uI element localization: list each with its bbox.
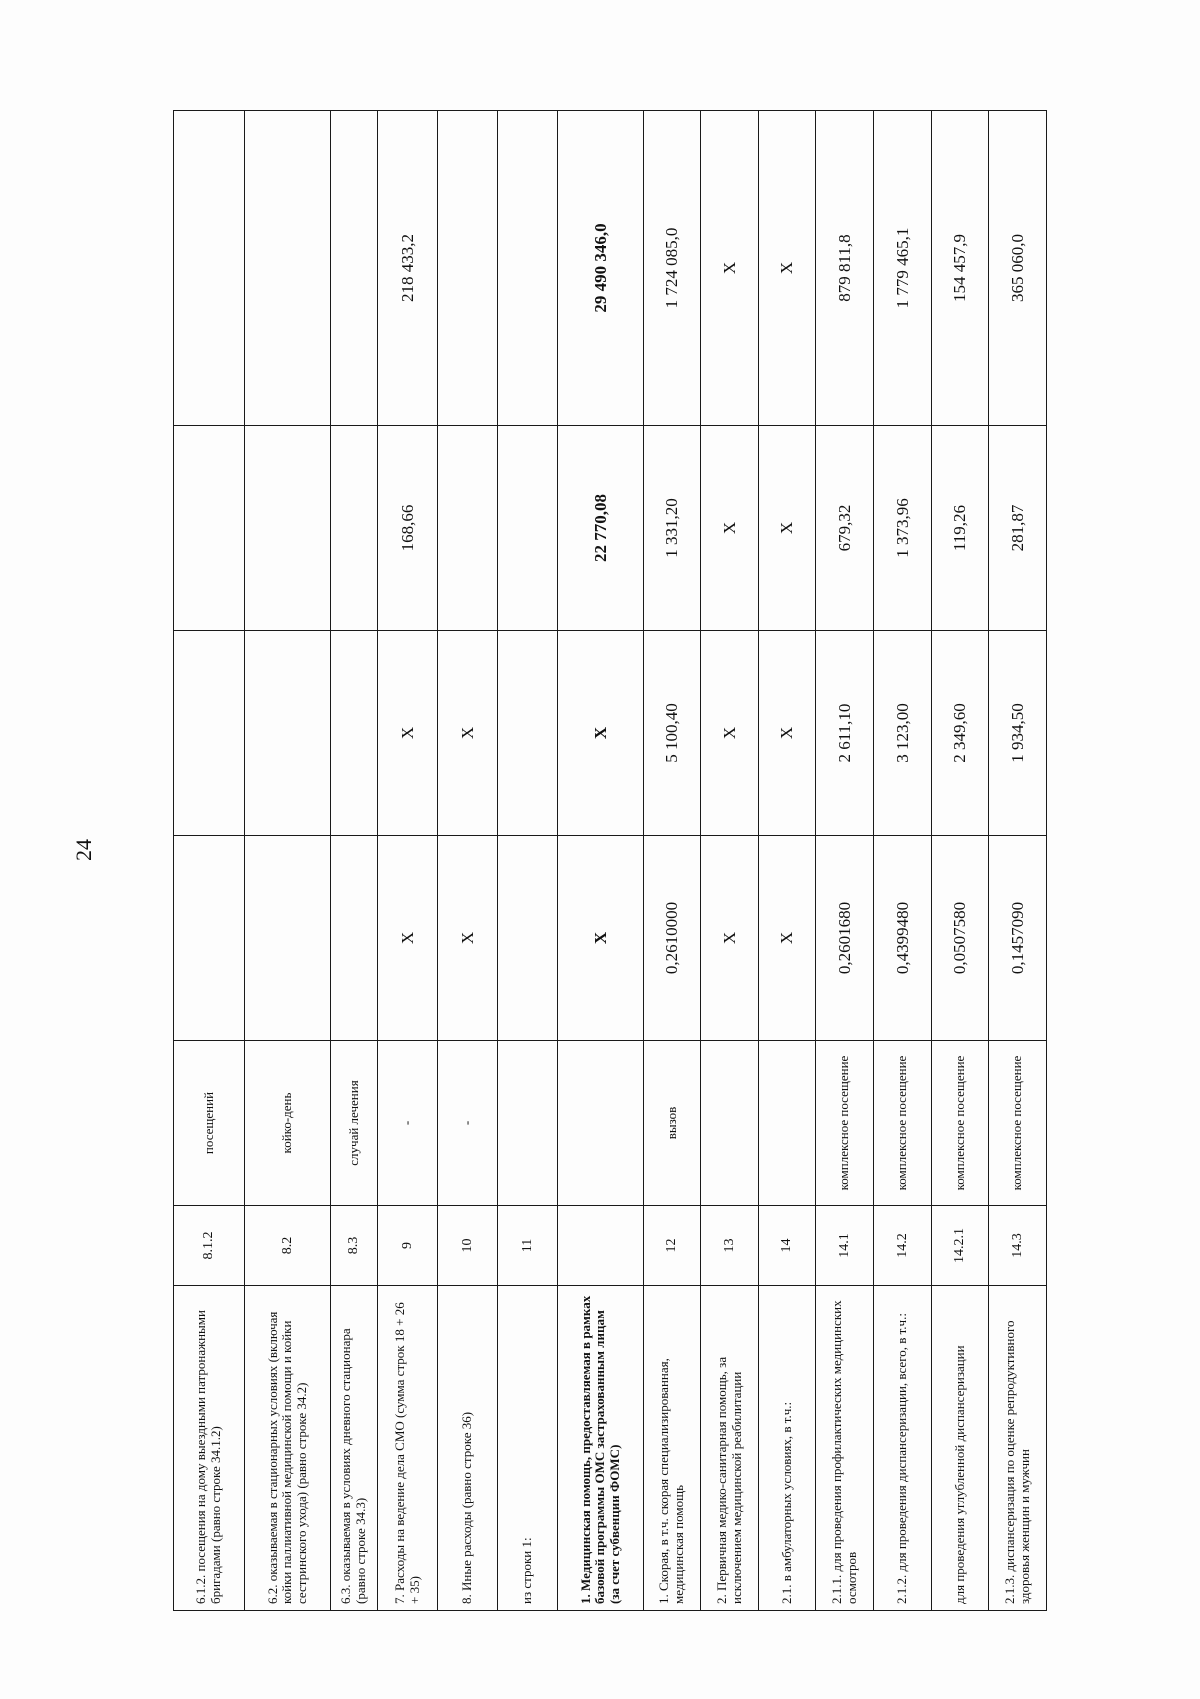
row-cost: 2 611,10 (816, 631, 874, 836)
row-unit: - (378, 1041, 438, 1206)
row-name: 2.1.1. для проведения профилактических медицинских осмотров (816, 1286, 874, 1611)
row-name: 2.1. в амбулаторных условиях, в т.ч.: (759, 1286, 816, 1611)
row-norm: 1 331,20 (644, 426, 701, 631)
row-name: 6.2. оказываемая в стационарных условиях (включая койки паллиативной медицинской помощи и койки сестринского ухода) (равно строке 34.2) (245, 1286, 331, 1611)
row-number: 9 (378, 1206, 438, 1286)
row-volume: 0,2601680 (816, 836, 874, 1041)
row-sum: 1 779 465,1 (874, 111, 932, 426)
rotated-table-wrapper (173, 110, 1047, 1611)
table-row (245, 111, 331, 1611)
row-sum: 218 433,2 (378, 111, 438, 426)
row-norm: 679,32 (816, 426, 874, 631)
row-norm: 168,66 (378, 426, 438, 631)
row-cost: 5 100,40 (644, 631, 701, 836)
row-cost: X (558, 631, 644, 836)
row-number: 11 (498, 1206, 558, 1286)
row-unit: комплексное посещение (989, 1041, 1047, 1206)
row-norm (438, 426, 498, 631)
row-number (558, 1206, 644, 1286)
row-norm: 1 373,96 (874, 426, 932, 631)
row-cost: 3 123,00 (874, 631, 932, 836)
row-unit (498, 1041, 558, 1206)
row-sum (174, 111, 245, 426)
row-sum: 154 457,9 (932, 111, 989, 426)
row-volume (331, 836, 378, 1041)
row-sum: 879 811,8 (816, 111, 874, 426)
row-name: 1. Медицинская помощь, предоставляемая в рамках базовой программы ОМС застрахованным лицам (за счет субвенции ФОМС) (558, 1286, 644, 1611)
row-volume (174, 836, 245, 1041)
table-row (174, 111, 245, 1611)
row-volume (498, 836, 558, 1041)
row-sum (498, 111, 558, 426)
page-number: 24 (71, 839, 96, 861)
row-volume: X (759, 836, 816, 1041)
row-unit: комплексное посещение (932, 1041, 989, 1206)
row-cost (245, 631, 331, 836)
row-number: 8.1.2 (174, 1206, 245, 1286)
row-number: 12 (644, 1206, 701, 1286)
row-sum: X (701, 111, 759, 426)
row-cost: 2 349,60 (932, 631, 989, 836)
row-volume: 0,0507580 (932, 836, 989, 1041)
table-row (438, 111, 498, 1611)
row-name: 8. Иные расходы (равно строке 36) (438, 1286, 498, 1611)
row-number: 14.2 (874, 1206, 932, 1286)
row-number: 13 (701, 1206, 759, 1286)
row-norm (331, 426, 378, 631)
row-name: 2.1.2. для проведения диспансеризации, всего, в т.ч.: (874, 1286, 932, 1611)
row-cost: X (701, 631, 759, 836)
table-row (932, 111, 989, 1611)
row-unit: посещений (174, 1041, 245, 1206)
row-volume: 0,1457090 (989, 836, 1047, 1041)
row-sum: 1 724 085,0 (644, 111, 701, 426)
row-name: 6.1.2. посещения на дому выездными патронажными бригадами (равно строке 34.1.2) (174, 1286, 245, 1611)
row-sum: X (759, 111, 816, 426)
row-sum (438, 111, 498, 426)
row-sum: 29 490 346,0 (558, 111, 644, 426)
row-number: 10 (438, 1206, 498, 1286)
row-unit: вызов (644, 1041, 701, 1206)
row-unit (558, 1041, 644, 1206)
row-norm: X (701, 426, 759, 631)
row-norm (245, 426, 331, 631)
row-name: 1. Скорая, в т.ч. скорая специализированная, медицинская помощь (644, 1286, 701, 1611)
row-name: 2. Первичная медико-санитарная помощь, за исключением медицинской реабилитации (701, 1286, 759, 1611)
row-volume: X (438, 836, 498, 1041)
table-row (558, 111, 644, 1611)
row-name: 7. Расходы на ведение дела СМО (сумма строк 18 + 26 + 35) (378, 1286, 438, 1611)
row-cost: X (438, 631, 498, 836)
table-row (759, 111, 816, 1611)
row-number: 8.3 (331, 1206, 378, 1286)
row-number: 14.1 (816, 1206, 874, 1286)
row-name: 6.3. оказываемая в условиях дневного стационара (равно строке 34.3) (331, 1286, 378, 1611)
row-volume: X (701, 836, 759, 1041)
row-cost: 1 934,50 (989, 631, 1047, 836)
row-cost: X (759, 631, 816, 836)
row-sum (331, 111, 378, 426)
row-unit: случай лечения (331, 1041, 378, 1206)
row-norm: 281,87 (989, 426, 1047, 631)
row-unit: - (438, 1041, 498, 1206)
row-norm: X (759, 426, 816, 631)
row-cost (498, 631, 558, 836)
row-norm (174, 426, 245, 631)
row-norm: 22 770,08 (558, 426, 644, 631)
row-volume: 0,4399480 (874, 836, 932, 1041)
table-row (498, 111, 558, 1611)
row-cost (331, 631, 378, 836)
row-number: 8.2 (245, 1206, 331, 1286)
row-unit: койко-день (245, 1041, 331, 1206)
table-row (331, 111, 378, 1611)
row-sum: 365 060,0 (989, 111, 1047, 426)
row-number: 14.2.1 (932, 1206, 989, 1286)
row-cost (174, 631, 245, 836)
row-norm (498, 426, 558, 631)
row-unit: комплексное посещение (874, 1041, 932, 1206)
row-name: для проведения углубленной диспансеризации (932, 1286, 989, 1611)
row-unit (701, 1041, 759, 1206)
row-number: 14.3 (989, 1206, 1047, 1286)
row-unit (759, 1041, 816, 1206)
table-row (378, 111, 438, 1611)
table-row (701, 111, 759, 1611)
row-sum (245, 111, 331, 426)
row-unit: комплексное посещение (816, 1041, 874, 1206)
row-volume: X (378, 836, 438, 1041)
financing-table (173, 110, 1047, 1611)
row-number: 14 (759, 1206, 816, 1286)
row-name: 2.1.3. диспансеризация по оценке репродуктивного здоровья женщин и мужчин (989, 1286, 1047, 1611)
row-name: из строки 1: (498, 1286, 558, 1611)
row-norm: 119,26 (932, 426, 989, 631)
table-row (816, 111, 874, 1611)
row-volume (245, 836, 331, 1041)
row-volume: 0,2610000 (644, 836, 701, 1041)
table-row (644, 111, 701, 1611)
table-row (989, 111, 1047, 1611)
row-volume: X (558, 836, 644, 1041)
table-row (874, 111, 932, 1611)
row-cost: X (378, 631, 438, 836)
